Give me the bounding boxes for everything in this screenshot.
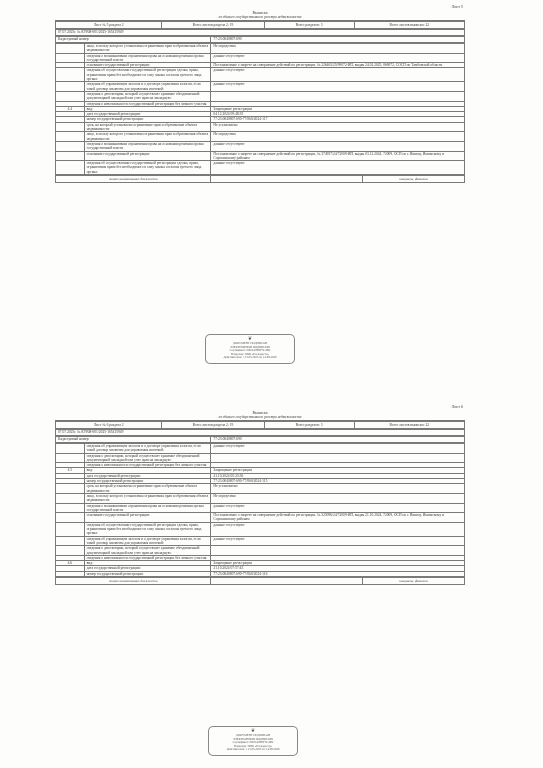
extract-date-number: 07.07.2025г. № КУВИ-001/2025-165415949 <box>56 30 465 36</box>
row-value: данные отсутствуют <box>211 444 465 454</box>
row-value: Запрещение регистрации <box>211 468 465 473</box>
table-row <box>56 141 465 151</box>
table-row <box>56 546 465 556</box>
total-sheets-label: Всего листов выписки: 22 <box>354 22 464 29</box>
row-label: сведения об осуществлении государственной регистрации сделки, права, ограничения права без необходимого в силу закона согласия третьего лица, органа: <box>84 161 211 175</box>
row-number <box>56 571 85 576</box>
table-row <box>56 44 465 54</box>
cadastral-line <box>55 436 465 443</box>
encumbrance-rows <box>56 444 465 577</box>
row-number <box>56 503 85 513</box>
signature-footer <box>55 175 465 183</box>
document-page-1 <box>55 4 465 360</box>
row-label: номер государственной регистрации: <box>84 117 211 122</box>
stamp-line-1: ДОКУМЕНТ ПОДПИСАН <box>232 342 268 345</box>
emblem-icon: ❦ <box>250 729 256 734</box>
extract-date-number: 07.07.2025г. № КУВИ-001/2025-165415949 <box>56 430 465 436</box>
date-line <box>55 429 465 436</box>
row-label: вид: <box>84 106 211 111</box>
row-number <box>56 522 85 536</box>
row-number: 4.5 <box>56 468 85 473</box>
row-number <box>56 453 85 463</box>
total-sheets-label: Всего листов выписки: 22 <box>354 422 464 429</box>
table-row <box>56 53 465 63</box>
stamp-line-2: ЭЛЕКТРОННОЙ ПОДПИСЬЮ <box>229 345 271 349</box>
row-number <box>56 68 85 82</box>
sections-label: Всего разделов: 3 <box>264 422 354 429</box>
row-label: номер государственной регистрации: <box>84 479 211 484</box>
row-number <box>56 444 85 454</box>
table-row <box>56 132 465 142</box>
table-row <box>56 151 465 161</box>
row-value: данные отсутствуют <box>211 522 465 536</box>
sections-label: Всего разделов: 3 <box>264 22 354 29</box>
sheet-label: Лист № 5 раздела 2 <box>56 22 162 29</box>
table-row <box>56 68 465 82</box>
row-value: Постановление о запрете на совершение действий по регистрации, № 325096/24/72009-ИП, выдан 21.10.2024, 72009, ОСП по г. Ишиму, Ишимскому и Сорокинскому районам <box>211 513 465 523</box>
row-label: вид: <box>84 561 211 566</box>
electronic-signature-stamp <box>205 334 295 364</box>
row-number <box>56 151 85 161</box>
row-number <box>56 53 85 63</box>
table-row <box>56 91 465 101</box>
row-label: основание государственной регистрации: <box>84 151 211 161</box>
row-value: 77:23:0040807:690-77/060/2024-117 <box>211 117 465 122</box>
row-value: данные отсутствуют <box>211 82 465 92</box>
row-label: сведения о невозможности государственной регистрации без личного участия: <box>84 463 211 468</box>
stamp-line-4: Владелец: ППК «Роскадастр» <box>230 352 270 356</box>
row-label: сведения об управляющем залогом и о договоре управления залогом, если такой договор заключен для управления ипотекой: <box>84 444 211 454</box>
row-number <box>56 493 85 503</box>
table-row <box>56 82 465 92</box>
row-label: сведения о невозможности государственной регистрации без личного участия: <box>84 555 211 560</box>
row-label: сведения о возникновении ограничения права на основании решения органа государственной власти <box>84 141 211 151</box>
table-row <box>56 513 465 523</box>
row-value: данные отсутствуют <box>211 161 465 175</box>
stamp-line-1: ДОКУМЕНТ ПОДПИСАН <box>235 734 271 737</box>
table-row <box>56 63 465 68</box>
cadastral-label: Кадастровый номер: <box>56 437 211 443</box>
position-caption: полное наименование должности <box>56 176 211 183</box>
row-value: данные отсутствуют <box>211 53 465 63</box>
row-value: Не определено <box>211 132 465 142</box>
row-value: Запрещение регистрации <box>211 106 465 111</box>
row-value: Запрещение регистрации <box>211 561 465 566</box>
row-value <box>211 546 465 556</box>
row-number <box>56 82 85 92</box>
row-value: данные отсутствуют <box>211 68 465 82</box>
row-value: 77:23:0040807:690-77/060/2024-115 <box>211 479 465 484</box>
row-number: 4.4 <box>56 106 85 111</box>
emblem-icon: ❦ <box>247 337 253 342</box>
cadastral-line <box>55 36 465 43</box>
row-value: Не определено <box>211 493 465 503</box>
stamp-line-4: Владелец: ППК «Роскадастр» <box>233 744 273 748</box>
sheet-number: Лист 5 <box>451 4 463 9</box>
document-title: Выписка <box>252 10 268 15</box>
row-label: сведения об управляющем залогом и о договоре управления залогом, если такой договор заключен для управления ипотекой: <box>84 82 211 92</box>
row-number <box>56 536 85 546</box>
document-subtitle: из единого государственного реестра недвижимости <box>55 415 465 421</box>
row-label: срок, на который установлено ограничение прав и обременение объекта недвижимости: <box>84 484 211 494</box>
row-label: номер государственной регистрации: <box>84 571 211 576</box>
row-number <box>56 132 85 142</box>
row-label: дата государственной регистрации: <box>84 566 211 571</box>
signature-footer <box>55 577 465 585</box>
cadastral-label: Кадастровый номер: <box>56 37 211 43</box>
stamp-line-2: ЭЛЕКТРОННОЙ ПОДПИСЬЮ <box>232 737 274 741</box>
table-row <box>56 122 465 132</box>
row-label: лицо, в пользу которого установлены ограничения прав и обременения объекта недвижимости: <box>84 44 211 54</box>
row-number <box>56 161 85 175</box>
row-number <box>56 141 85 151</box>
row-label: сведения об управляющем залогом и о договоре управления залогом, если такой договор заключен для управления ипотекой: <box>84 536 211 546</box>
row-number <box>56 484 85 494</box>
electronic-signature-stamp <box>208 726 298 756</box>
table-row <box>56 444 465 454</box>
row-label: дата государственной регистрации: <box>84 112 211 117</box>
sheet-label: Лист № 6 раздела 2 <box>56 422 162 429</box>
position-caption: полное наименование должности <box>56 578 211 585</box>
row-label: основание государственной регистрации: <box>84 513 211 523</box>
row-label: сведения об осуществлении государственной регистрации сделки, права, ограничения права без необходимого в силу закона согласия третьего лица, органа: <box>84 68 211 82</box>
row-label: сведения о возникновении ограничения права на основании решения органа государственной власти <box>84 53 211 63</box>
signature-cell <box>211 578 362 585</box>
row-label: сведения о депозитарии, который осуществляет хранение обездвиженной документарной закладной или учет прав на закладную: <box>84 546 211 556</box>
table-row <box>56 571 465 576</box>
date-line <box>55 29 465 36</box>
row-label: сведения о депозитарии, который осуществляет хранение обездвиженной документарной закладной или учет прав на закладную: <box>84 453 211 463</box>
name-caption: инициалы, фамилия <box>362 176 464 183</box>
document-title: Выписка <box>252 410 268 415</box>
row-value <box>211 453 465 463</box>
row-label: дата государственной регистрации: <box>84 473 211 478</box>
document-page-2 <box>55 404 465 752</box>
cadastral-value: 77:23:0040807:690 <box>211 37 465 43</box>
table-row <box>56 522 465 536</box>
row-value: 04.12.2024 09:48:35 <box>211 112 465 117</box>
signature-cell <box>211 176 362 183</box>
row-number <box>56 44 85 54</box>
row-label: основание государственной регистрации: <box>84 63 211 68</box>
row-value: Не установлено <box>211 484 465 494</box>
stamp-line-3: Сертификат: 00D1A8E0F3C4B2 <box>229 349 271 353</box>
row-value: 21.10.2024 07:57:43 <box>211 566 465 571</box>
row-number <box>56 546 85 556</box>
row-label: лицо, в пользу которого установлены ограничения прав и обременения объекта недвижимости: <box>84 132 211 142</box>
row-label: лицо, в пользу которого установлены ограничения прав и обременения объекта недвижимости: <box>84 493 211 503</box>
row-value: данные отсутствуют <box>211 141 465 151</box>
encumbrance-rows <box>56 44 465 175</box>
meta-row <box>55 421 465 429</box>
row-value: Постановление о запрете на совершение действий по регистрации, № 374957/24/72009-ИП, выдан 03.12.2024, 72009, ОСП по г. Ишиму, Ишимскому и Сорокинскому районам <box>211 151 465 161</box>
total-section-label: Всего листов раздела 2: 19 <box>162 422 264 429</box>
table-row <box>56 453 465 463</box>
sheet-number: Лист 6 <box>451 404 463 409</box>
stamp-line-5: Действителен: с 21.05.2025 по 14.08.2026 <box>223 356 277 360</box>
row-value: Не определено <box>211 44 465 54</box>
table-row <box>56 493 465 503</box>
row-number <box>56 122 85 132</box>
cadastral-value: 77:23:0040807:690 <box>211 437 465 443</box>
row-label: сведения о депозитарии, который осуществляет хранение обездвиженной документарной закладной или учет прав на закладную: <box>84 91 211 101</box>
table-row <box>56 536 465 546</box>
row-label: сведения о возникновении ограничения права на основании решения органа государственной власти <box>84 503 211 513</box>
stamp-line-5: Действителен: с 21.05.2025 по 14.08.2026 <box>226 748 280 752</box>
row-label: срок, на который установлено ограничение прав и обременение объекта недвижимости: <box>84 122 211 132</box>
row-value: данные отсутствуют <box>211 503 465 513</box>
stamp-line-3: Сертификат: 00D1A8E0F3C4B2 <box>232 741 274 745</box>
row-value <box>211 91 465 101</box>
row-label: сведения об осуществлении государственной регистрации сделки, права, ограничения права без необходимого в силу закона согласия третьего лица, органа: <box>84 522 211 536</box>
encumbrance-table <box>55 43 465 175</box>
encumbrance-table <box>55 443 465 577</box>
table-row <box>56 503 465 513</box>
row-number <box>56 91 85 101</box>
row-value: 77:23:0040807:690-77/060/2024-116 <box>211 571 465 576</box>
table-row <box>56 161 465 175</box>
row-value: Не установлено <box>211 122 465 132</box>
document-subtitle: из единого государственного реестра недвижимости <box>55 15 465 21</box>
table-row <box>56 484 465 494</box>
row-label: сведения о невозможности государственной регистрации без личного участия: <box>84 101 211 106</box>
meta-row <box>55 21 465 29</box>
row-label: вид: <box>84 468 211 473</box>
name-caption: инициалы, фамилия <box>362 578 464 585</box>
row-value: Постановление о запрете на совершение действий по регистрации, № 226463/25/99072-ИП, выдан 24.02.2025, 066972, СОСП по Тамбовской области <box>211 63 465 68</box>
row-number <box>56 513 85 523</box>
row-value: данные отсутствуют <box>211 536 465 546</box>
total-section-label: Всего листов раздела 2: 19 <box>162 22 264 29</box>
row-value: 21.10.2024 05:23:36 <box>211 473 465 478</box>
row-number: 4.6 <box>56 561 85 566</box>
